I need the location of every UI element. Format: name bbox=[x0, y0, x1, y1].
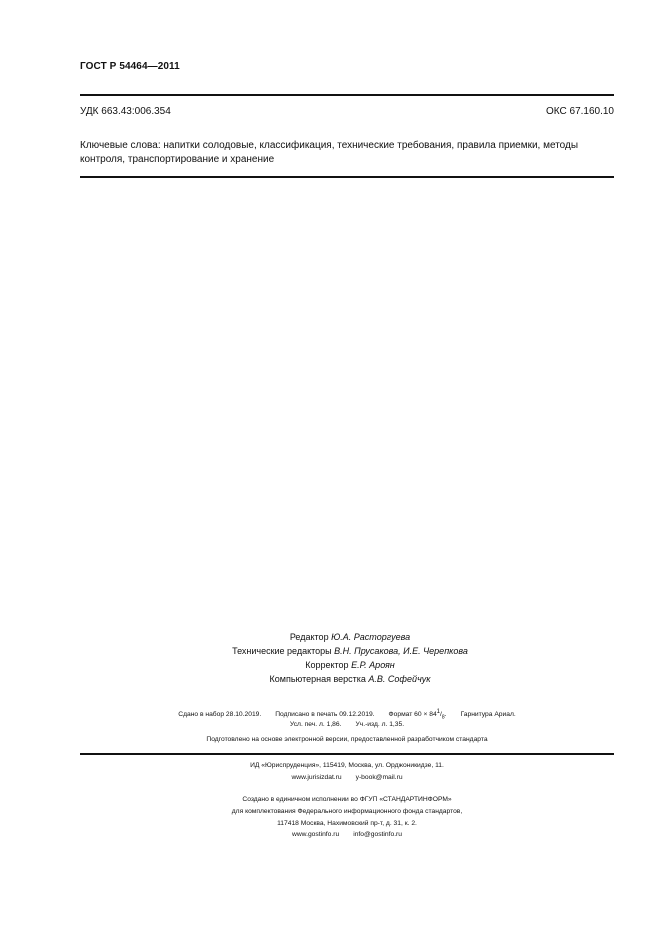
publisher-contacts bbox=[80, 774, 614, 781]
fgup-line-1: Создано в единичном исполнении во ФГУП «СТАНДАРТИНФОРМ» bbox=[242, 796, 452, 803]
prepared-note: Подготовлено на основе электронной версии, предоставленной разработчиком стандарта bbox=[206, 736, 488, 743]
fgup-line-2: для комплектования Федерального информационного фонда стандартов, bbox=[231, 808, 463, 815]
corrector-label: Корректор bbox=[305, 660, 349, 670]
standard-number: ГОСТ Р 54464—2011 bbox=[80, 61, 180, 72]
layout-label: Компьютерная верстка bbox=[269, 674, 366, 684]
submitted-date: Сдано в набор 28.10.2019. bbox=[178, 711, 262, 719]
format-value: Формат $60 \times 84^1/_8$. bbox=[388, 709, 447, 721]
publisher-email: y-book@mail.ru bbox=[355, 774, 403, 781]
fgup-address: 117418 Москва, Нахимовский пр-т, д. 31, к. 2. bbox=[277, 820, 417, 827]
oks-code: ОКС 67.160.10 bbox=[546, 106, 614, 117]
corrector-name: Е.Р. Ароян bbox=[351, 660, 395, 670]
publisher-address: ИД «Юриспруденция», 115419, Москва, ул. Орджоникидзе, 11. bbox=[250, 762, 444, 769]
fgup-email: info@gostinfo.ru bbox=[353, 831, 403, 838]
tech-editors-names: В.Н. Прусакова, И.Е. Черепкова bbox=[334, 646, 468, 656]
signed-date: Подписано в печать 09.12.2019. bbox=[275, 711, 375, 719]
pub-sheets: Уч.-изд. л. 1,35. bbox=[355, 721, 405, 728]
layout-name: А.В. Софейчук bbox=[368, 674, 431, 684]
fgup-contacts bbox=[80, 831, 614, 838]
typeface: Гарнитура Ариал. bbox=[460, 711, 516, 719]
udk-code: УДК 663.43:006.354 bbox=[80, 106, 171, 117]
fgup-site: www.gostinfo.ru bbox=[291, 831, 340, 838]
publisher-info bbox=[80, 0, 614, 935]
keywords: Ключевые слова: напитки солодовые, классификация, технические требования, правила приемки, методы контроля, транспортирование и хранение bbox=[80, 140, 579, 165]
publisher-site: www.jurisizdat.ru bbox=[291, 774, 342, 781]
tech-editors-label: Технические редакторы bbox=[232, 646, 332, 656]
editor-name: Ю.А. Расторгуева bbox=[331, 632, 411, 642]
print-sheets: Усл. печ. л. 1,86. bbox=[289, 721, 342, 728]
editor-label: Редактор bbox=[289, 632, 329, 642]
